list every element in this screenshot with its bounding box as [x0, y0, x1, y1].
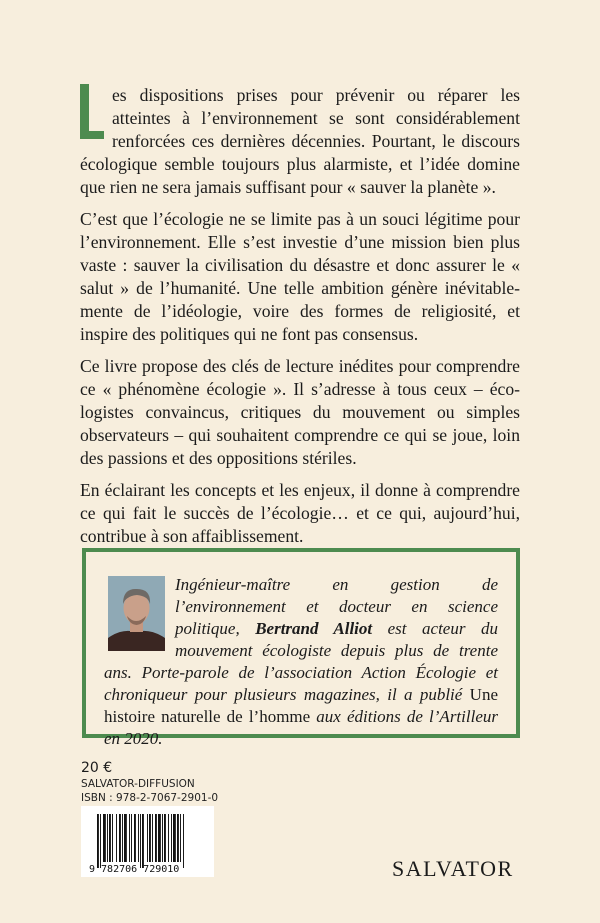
- barcode-bar: [140, 814, 141, 868]
- barcode-bar: [177, 814, 179, 862]
- barcode-bar: [109, 814, 111, 862]
- barcode-bar: [124, 814, 127, 862]
- price: 20 €: [81, 760, 113, 776]
- barcode-bar: [164, 814, 166, 862]
- barcode-bar: [119, 814, 121, 862]
- barcode-bar: [158, 814, 161, 862]
- blurb-paragraph-4: En éclairant les concepts et les enjeux, il donne à comprendre ce qui fait le succès de l’écologie… et ce qui, aujourd’hui, contribue à son affaiblissement.: [80, 480, 520, 546]
- barcode-digits: 9 782706 729010: [89, 864, 180, 875]
- isbn-barcode: [81, 806, 214, 877]
- barcode-bar: [138, 814, 139, 862]
- barcode-bar: [103, 814, 106, 862]
- blurb-paragraph-1: es dispositions prises pour prévenir ou réparer les atteintes à l’environnement se sont considérablement renforcées ces dernières décennies. Pourtant, le discours écologique semble toujours plus alarmiste, et l’idée domine que rien ne sera jamais suffisant pour « sauver la planète ».: [80, 85, 520, 197]
- publisher-logo: SALVATOR: [392, 856, 514, 881]
- price-block: [81, 760, 218, 805]
- distributor: SALVATOR-DIFFUSION: [81, 778, 195, 790]
- book-title: Une histoire naturelle de l’homme: [104, 685, 498, 726]
- barcode-bar: [183, 814, 184, 868]
- author-photo: [108, 576, 165, 651]
- drop-cap-l: [80, 84, 104, 139]
- barcode-bar: [171, 814, 172, 862]
- blurb-paragraph-3: Ce livre propose des clés de lecture inédites pour comprendre ce « phénomène écologie ». Il s’adresse à tous ceux – écologistes convaincus, critiques du mouvement ou simples observateurs – qui souhaitent comprendre ce qui se joue, loin des passions et des oppositions stériles.: [80, 356, 520, 468]
- barcode-bar: [131, 814, 132, 862]
- barcode-bar: [107, 814, 108, 862]
- barcode-bar: [168, 814, 169, 862]
- barcode-bar: [134, 814, 136, 862]
- barcode-bar: [155, 814, 157, 862]
- barcode-bar: [147, 814, 148, 862]
- author-name: Bertrand Alliot: [255, 619, 373, 638]
- barcode-bar: [116, 814, 117, 862]
- barcode-bar: [100, 814, 101, 868]
- barcode-bar: [97, 814, 99, 868]
- barcode-bar: [162, 814, 163, 862]
- author-bio: Ingénieur-maître en gestion de l’environnement et docteur en science politique, Bertrand Alliot est acteur du mouvement écologiste depuis plus de trente ans. Porte-parole de l’association Action Écologie et chroniqueur pour plusieurs magazines, il a publié Une histoire naturelle de l’homme aux éditions de l’Artilleur en 2020.: [104, 575, 498, 748]
- barcode-bar: [180, 814, 181, 862]
- barcode-bar: [173, 814, 176, 862]
- blurb-text: [80, 84, 520, 557]
- barcode-bar: [122, 814, 123, 862]
- blurb-paragraph-2: C’est que l’écologie ne se limite pas à un souci légitime pour l’environnement. Elle s’est investie d’une mission bien plus vaste : sauver la civilisation du désastre et donc assurer le « salut » de l’humanité. Une telle ambition génère inévitablemente de l’idéologie, voire des formes de religiosité, et inspire des politiques qui ne font pas consensus.: [80, 209, 520, 344]
- barcode-bar: [149, 814, 151, 862]
- author-bio-box: [82, 548, 520, 748]
- barcode-bar: [152, 814, 153, 862]
- isbn: ISBN : 978-2-7067-2901-0: [81, 792, 219, 804]
- barcode-bar: [112, 814, 113, 862]
- barcode-bar: [142, 814, 144, 868]
- barcode-bar: [129, 814, 130, 862]
